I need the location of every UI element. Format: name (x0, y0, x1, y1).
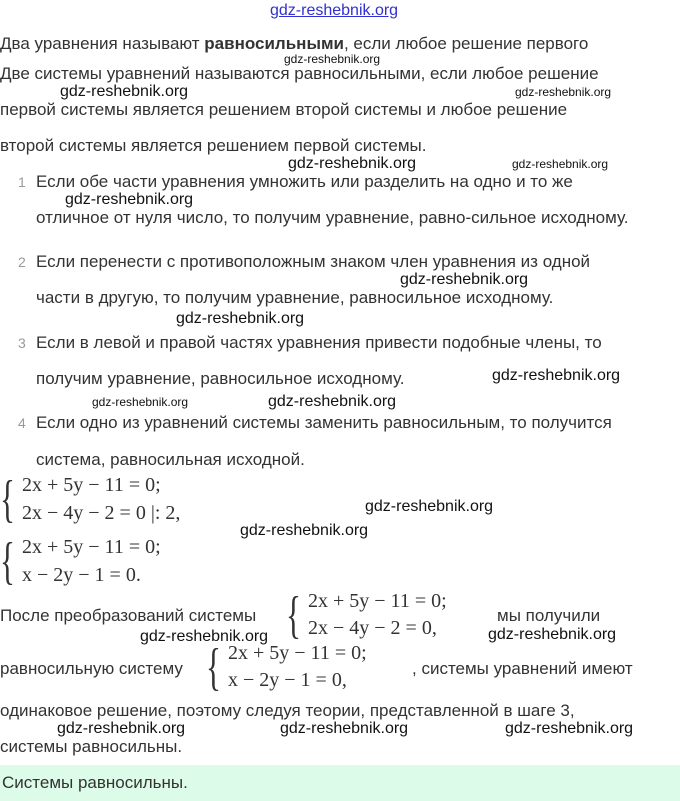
watermark: gdz-reshebnik.org (268, 393, 397, 410)
conclusion-text-e: одинаковое решение, поэтому следуя теории, представленной в шаге 3, (0, 701, 575, 720)
watermark: gdz-reshebnik.org (365, 498, 494, 515)
watermark: gdz-reshebnik.org (515, 85, 612, 99)
intro-line-4: второй системы является решением первой системы. (0, 136, 427, 155)
item-3-line-2: получим уравнение, равносильное исходному. (36, 369, 405, 388)
intro-line-3: первой системы является решением второй системы и любое решение (0, 100, 568, 119)
item-1-line-1: Если обе части уравнения умножить или разделить на одно и то же (36, 172, 573, 191)
answer-box (0, 765, 680, 801)
item-4-line-2: система, равносильная исходной. (36, 450, 305, 469)
item-1-line-2: отличное от нуля число, то получим уравнение, равно-сильное исходному. (36, 208, 629, 227)
equation: 2x − 4y − 2 = 0, (308, 617, 437, 639)
equation: 2x + 5y − 11 = 0; (228, 642, 367, 664)
conclusion-text-b: мы получили (497, 606, 601, 625)
equation: 2x + 5y − 11 = 0; (22, 474, 161, 496)
item-number: 3 (18, 335, 26, 351)
watermark: gdz-reshebnik.org (400, 271, 529, 288)
watermark: gdz-reshebnik.org (505, 720, 634, 737)
conclusion-text-a: После преобразований системы (0, 606, 257, 625)
answer-text: Системы равносильны. (2, 773, 188, 792)
equation: 2x − 4y − 2 = 0 |: 2, (22, 502, 181, 524)
watermark: gdz-reshebnik.org (280, 720, 409, 737)
term: равносильными (204, 34, 344, 53)
watermark: gdz-reshebnik.org (57, 720, 186, 737)
intro-line-1 (0, 35, 588, 53)
item-number: 1 (18, 174, 26, 190)
watermark: gdz-reshebnik.org (288, 155, 417, 172)
item-4-line-1: Если одно из уравнений системы заменить равносильным, то получится (36, 413, 612, 432)
equation: 2x + 5y − 11 = 0; (308, 590, 447, 612)
watermark: gdz-reshebnik.org (92, 395, 189, 409)
equation: x − 2y − 1 = 0, (228, 669, 347, 691)
text: Два уравнения называют (0, 34, 205, 53)
watermark: gdz-reshebnik.org (65, 191, 194, 208)
conclusion-text-f: системы равносильны. (0, 737, 183, 756)
item-3-line-1: Если в левой и правой частях уравнения привести подобные члены, то (36, 333, 602, 352)
text: , если любое решение первого (343, 34, 589, 53)
watermark: gdz-reshebnik.org (488, 626, 617, 643)
watermark: gdz-reshebnik.org (512, 157, 609, 171)
watermark: gdz-reshebnik.org (240, 522, 369, 539)
watermark: gdz-reshebnik.org (284, 52, 381, 66)
item-2-line-1: Если перенести с противоположным знаком член уравнения из одной (36, 252, 591, 271)
intro-line-2: Две системы уравнений называются равносильными, если любое решение (0, 64, 599, 83)
site-link[interactable]: gdz-reshebnik.org (270, 2, 399, 19)
conclusion-text-c: равносильную систему (0, 659, 183, 678)
item-2-line-2: части в другую, то получим уравнение, равносильное исходному. (36, 288, 554, 307)
item-number: 2 (18, 254, 26, 270)
equation: 2x + 5y − 11 = 0; (22, 536, 161, 558)
conclusion-text-d: , системы уравнений имеют (412, 659, 633, 678)
equation: x − 2y − 1 = 0. (22, 564, 141, 586)
watermark: gdz-reshebnik.org (176, 310, 305, 327)
watermark: gdz-reshebnik.org (492, 367, 621, 384)
watermark: gdz-reshebnik.org (60, 83, 189, 100)
item-number: 4 (18, 415, 26, 431)
watermark: gdz-reshebnik.org (140, 628, 269, 645)
